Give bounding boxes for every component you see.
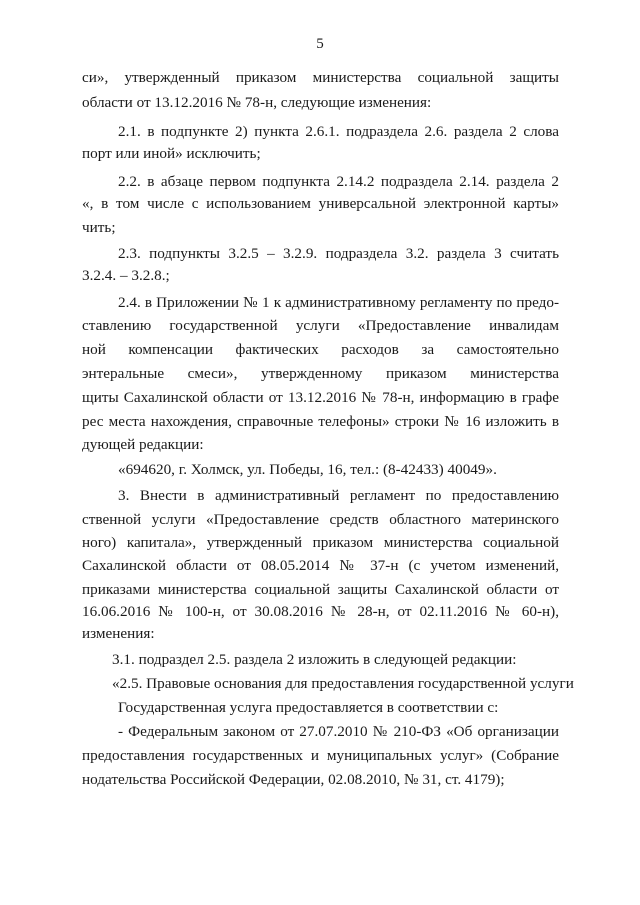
text-line: порт или иной» исключить;	[82, 145, 261, 162]
text-line: ставлению государственной услуги «Предоставление инвалидам	[82, 317, 559, 334]
text-line: 2.1. в подпункте 2) пункта 2.6.1. подраздела 2.6. раздела 2 слова	[118, 123, 559, 140]
text-line: изменения:	[82, 625, 155, 642]
text-line: - Федеральным законом от 27.07.2010 № 210-ФЗ «Об организации	[118, 723, 559, 740]
text-line: «694620, г. Холмск, ул. Победы, 16, тел.: (8-42433) 40049».	[118, 461, 497, 478]
text-line: энтеральные смеси», утвержденному приказом министерства	[82, 365, 559, 382]
text-line: приказами министерства социальной защиты Сахалинской области от	[82, 581, 559, 598]
text-line: си», утвержденный приказом министерства социальной защиты	[82, 69, 559, 86]
text-line: предоставления государственных и муниципальных услуг» (Собрание	[82, 747, 559, 764]
text-line: 3. Внести в административный регламент по предоставлению	[118, 487, 559, 504]
text-line: щиты Сахалинской области от 13.12.2016 № 78-н, информацию в графе	[82, 389, 559, 406]
text-line: 3.2.4. – 3.2.8.;	[82, 267, 170, 284]
text-line: области от 13.12.2016 № 78-н, следующие изменения:	[82, 94, 432, 111]
text-line: «, в том числе с использованием универсальной электронной карты»	[82, 195, 559, 212]
text-line: 2.2. в абзаце первом подпункта 2.14.2 подраздела 2.14. раздела 2	[118, 173, 559, 190]
text-line: 2.4. в Приложении № 1 к административному регламенту по предо-	[118, 294, 559, 311]
page-number: 5	[316, 36, 324, 52]
text-line: Сахалинской области от 08.05.2014 № 37-н (с учетом изменений,	[82, 557, 559, 574]
text-line: ного) капитала», утвержденный приказом министерства социальной	[82, 534, 559, 551]
text-line: дующей редакции:	[82, 436, 204, 453]
text-line: рес места нахождения, справочные телефоны» строки № 16 изложить в	[82, 413, 559, 430]
text-line: ной компенсации фактических расходов за самостоятельно	[82, 341, 559, 358]
text-line: Государственная услуга предоставляется в соответствии с:	[118, 699, 499, 716]
text-line: ственной услуги «Предоставление средств областного материнского	[82, 511, 559, 528]
text-line: нодательства Российской Федерации, 02.08.2010, № 31, ст. 4179);	[82, 771, 505, 788]
text-line: «2.5. Правовые основания для предоставления государственной услуги	[112, 675, 574, 692]
text-line: 2.3. подпункты 3.2.5 – 3.2.9. подраздела 3.2. раздела 3 считать	[118, 245, 559, 262]
text-line: 16.06.2016 № 100-н, от 30.08.2016 № 28-н, от 02.11.2016 № 60-н),	[82, 603, 559, 620]
text-line: чить;	[82, 219, 116, 236]
text-line: 3.1. подраздел 2.5. раздела 2 изложить в следующей редакции:	[112, 651, 517, 668]
